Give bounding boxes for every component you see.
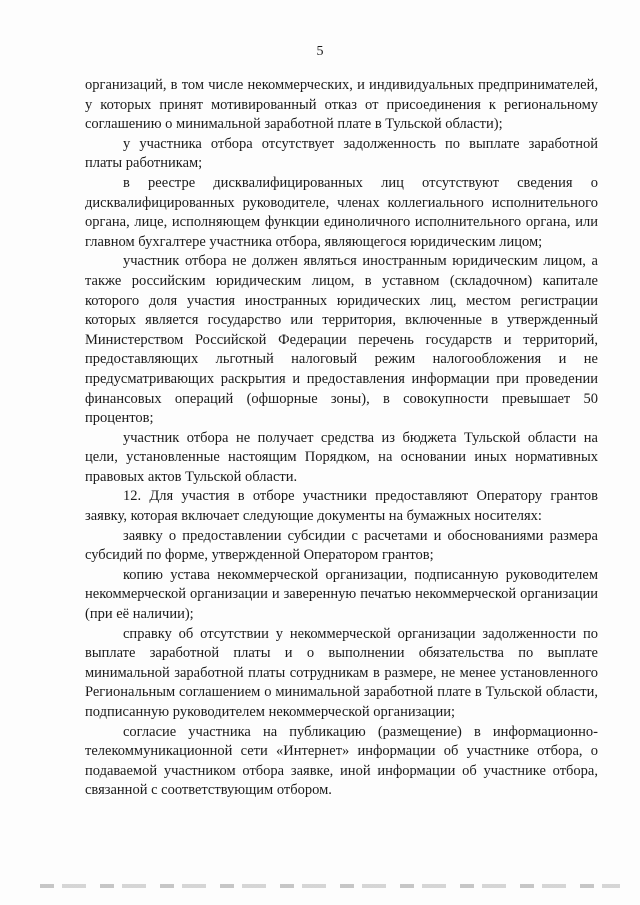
paragraph-no-wage-debt: у участника отбора отсутствует задолженность по выплате заработной платы работникам; <box>85 135 598 172</box>
paragraph-publication-consent: согласие участника на публикацию (размещение) в информационно-телекоммуникационной сети «Интернет» информации об участнике отбора, о подаваемой участником отбора заявке, иной информации об участнике отбора, связанной с соответствующим отбором. <box>85 723 598 799</box>
paragraph-disqualified-registry: в реестре дисквалифицированных лиц отсутствуют сведения о дисквалифицированных руководителе, членах коллегиального исполнительного органа, лице, исполняющем функции единоличного исполнительного органа, или главном бухгалтере участника отбора, являющегося юридическим лицом; <box>85 174 598 250</box>
document-body <box>85 76 598 801</box>
paragraph-charter-copy: копию устава некоммерческой организации, подписанную руководителем некоммерческой организации и заверенную печатью некоммерческой организации (при её наличии); <box>85 566 598 623</box>
paragraph-continuation: организаций, в том числе некоммерческих, и индивидуальных предпринимателей, у которых принят мотивированный отказ от присоединения к региональному соглашению о минимальной заработной плате в Тульской области); <box>85 77 598 133</box>
paragraph-foreign-entity: участник отбора не должен являться иностранным юридическим лицом, а также российским юридическим лицом, в уставном (складочном) капитале которого доля участия иностранных юридических лиц, местом регистрации которых является государство или территория, включенные в утвержденный Министерством Российской Федерации перечень государств и территорий, предоставляющих льготный налоговый режим налогообложения и не предусматривающих раскрытия и предоставления информации при проведении финансовых операций (офшорные зоны), в совокупности превышает 50 процентов; <box>85 253 598 427</box>
paragraph-application: заявку о предоставлении субсидии с расчетами и обоснованиями размера субсидий по форме, утвержденной Оператором грантов; <box>85 527 598 564</box>
scan-edge-artifact <box>40 884 620 888</box>
paragraph-section-12: 12. Для участия в отборе участники предоставляют Оператору грантов заявку, которая включает следующие документы на бумажных носителях: <box>85 488 598 525</box>
paragraph-budget-funds: участник отбора не получает средства из бюджета Тульской области на цели, установленные настоящим Порядком, на основании иных нормативных правовых актов Тульской области. <box>85 429 598 485</box>
paragraph-wage-certificate: справку об отсутствии у некоммерческой организации задолженности по выплате заработной платы и о выполнении обязательства по выплате минимальной заработной платы сотрудникам в размере, не менее установленного Региональным соглашением о минимальной заработной плате в Тульской области, подписанную руководителем некоммерческой организации; <box>85 625 598 720</box>
page-number: 5 <box>316 44 324 59</box>
